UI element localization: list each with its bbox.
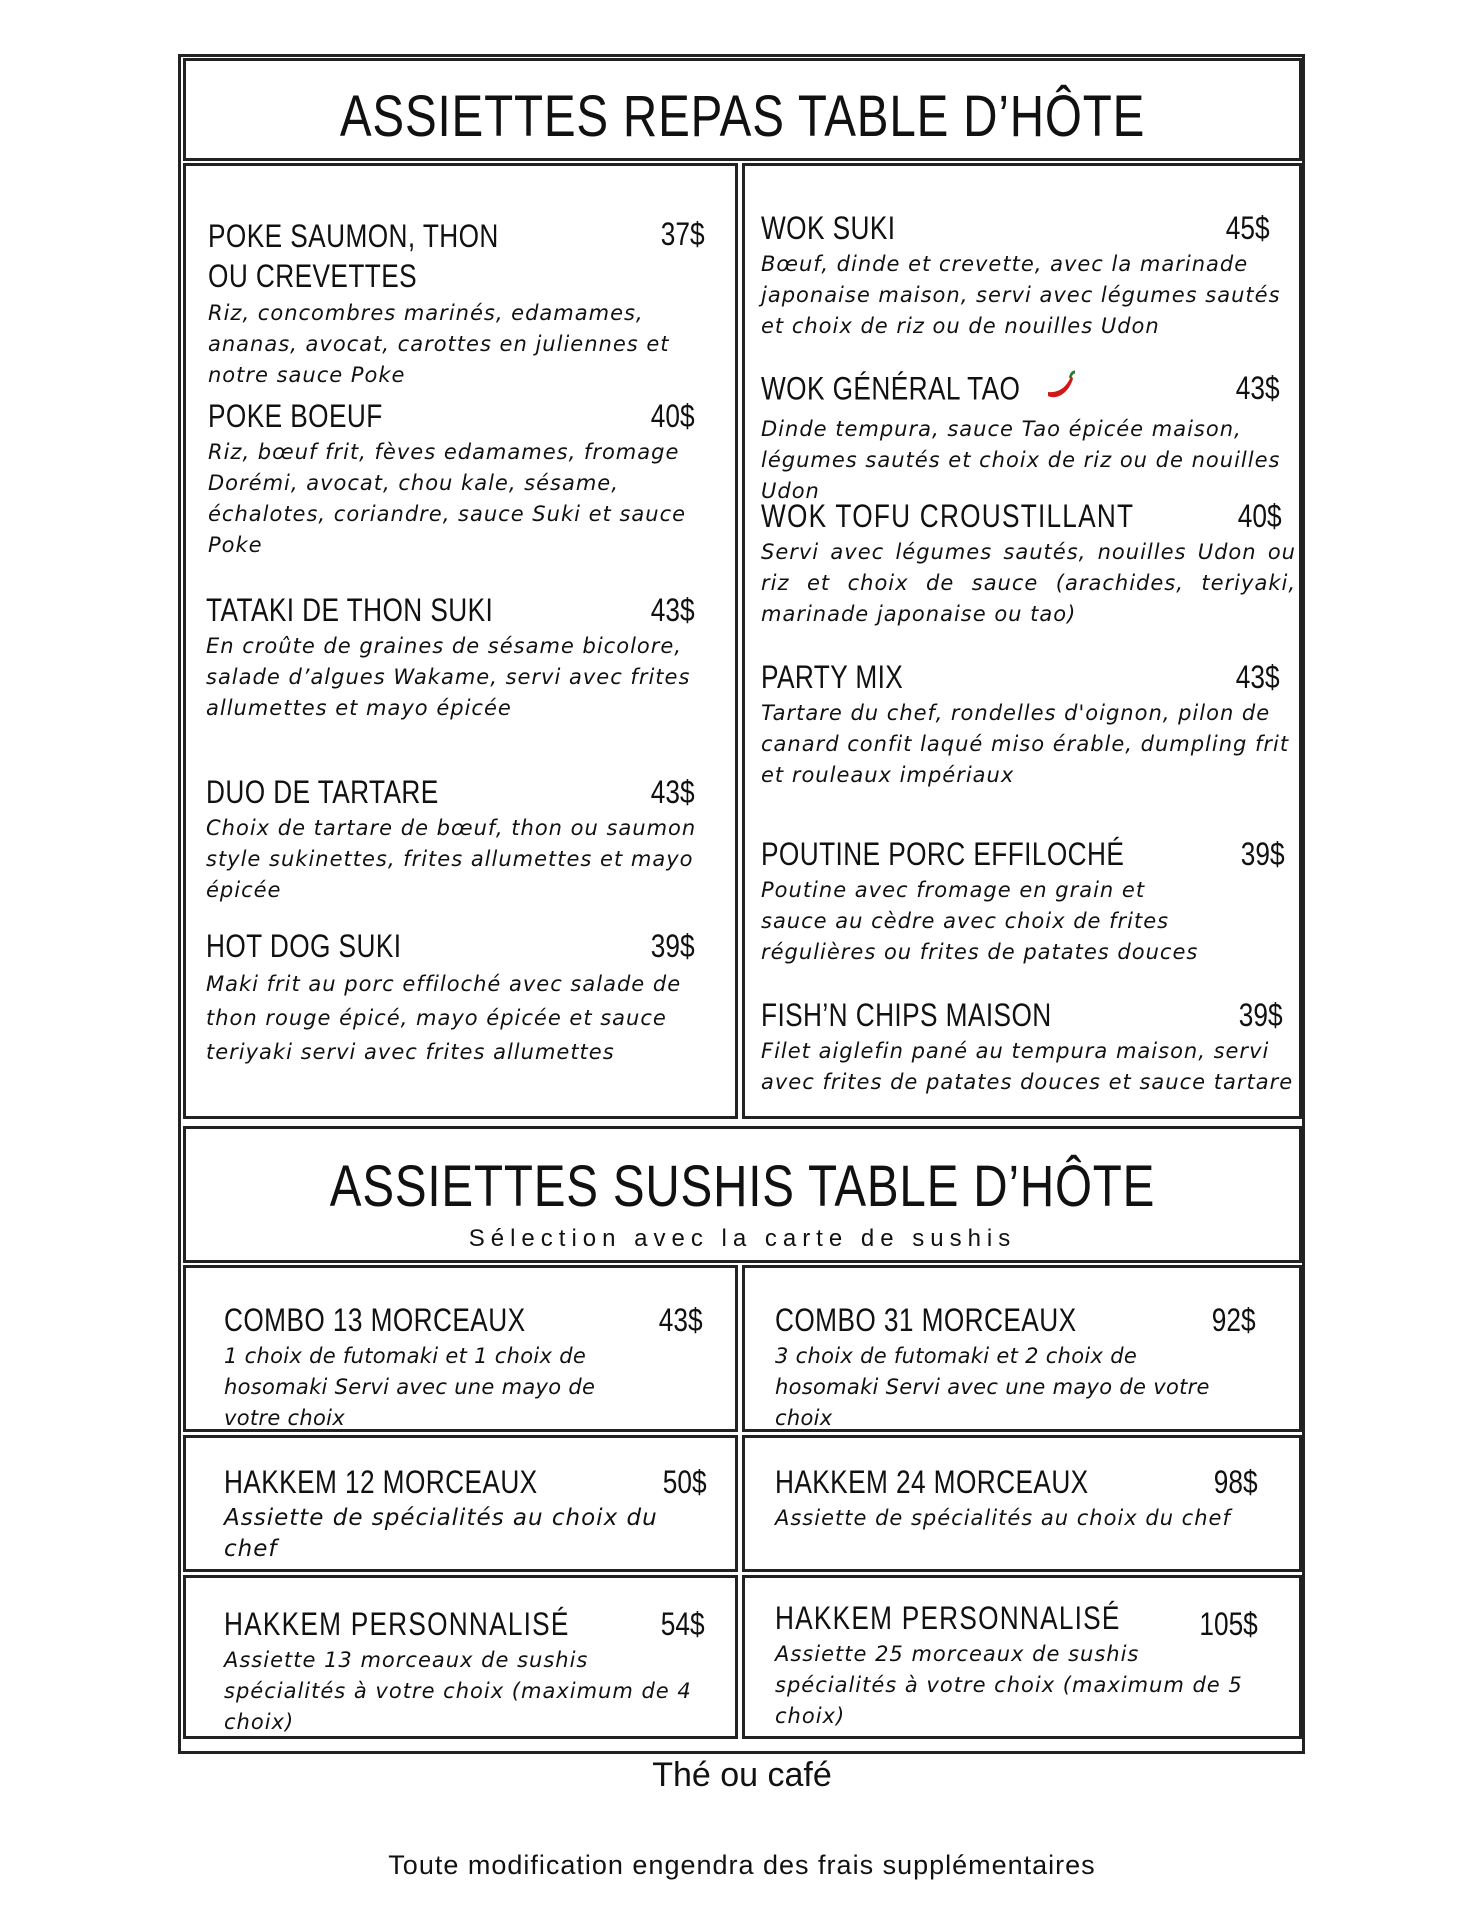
item-price: 37$	[660, 216, 705, 252]
item-price: 43$	[1235, 659, 1280, 695]
item-description: Filet aiglefin pané au tempura maison, servi avec frites de patates douces et sauce tartare	[761, 1039, 1294, 1094]
item-price: 43$	[658, 1302, 703, 1338]
menu-item	[224, 1302, 704, 1434]
menu-item	[761, 997, 1296, 1098]
item-name: WOK SUKI	[761, 210, 896, 246]
item-description: Bœuf, dinde et crevette, avec la marinade japonaise maison, servi avec légumes sautés et choix de riz ou de nouilles Udon	[761, 252, 1281, 338]
item-description: Riz, concombres marinés, edamames, ananas, avocat, carottes en juliennes et notre sauce Poke	[208, 301, 670, 387]
section1-title: ASSIETTES REPAS TABLE D’HÔTE	[339, 84, 1146, 149]
menu-item	[761, 659, 1291, 791]
item-name: PARTY MIX	[761, 659, 904, 695]
menu-item	[224, 1464, 707, 1565]
item-description: Assiette de spécialités au choix du chef	[224, 1505, 658, 1562]
item-description: 1 choix de futomaki et 1 choix de hosomaki Servi avec une mayo de votre choix	[224, 1344, 596, 1430]
menu-item	[761, 836, 1285, 968]
menu-item	[761, 498, 1296, 630]
menu-item	[775, 1600, 1258, 1732]
sushi-item-box	[183, 1435, 738, 1572]
menu-item	[206, 928, 711, 1069]
section1-left-column	[183, 163, 738, 1119]
section2-header	[183, 1126, 1302, 1263]
item-price: 54$	[660, 1606, 705, 1642]
item-description: En croûte de graines de sésame bicolore, salade d’algues Wakame, servi avec frites allumettes et mayo épicée	[206, 634, 691, 720]
item-description: Choix de tartare de bœuf, thon ou saumon style sukinettes, frites allumettes et mayo épicée	[206, 816, 697, 902]
sushi-item-box	[742, 1575, 1302, 1739]
item-price: 105$	[1199, 1606, 1258, 1642]
item-price: 43$	[650, 592, 695, 628]
menu-item	[208, 398, 718, 561]
item-price: 39$	[1240, 836, 1285, 872]
item-name: POKE SAUMON, THON OU CREVETTES	[208, 218, 499, 294]
item-name: HOT DOG SUKI	[206, 928, 402, 964]
item-price: 98$	[1213, 1464, 1258, 1500]
item-price: 45$	[1225, 210, 1270, 246]
item-name: COMBO 13 MORCEAUX	[224, 1302, 526, 1338]
sushi-item-box	[183, 1575, 738, 1739]
item-name	[761, 370, 1192, 412]
section2-subtitle: Sélection avec la carte de sushis	[468, 1225, 1017, 1252]
section1-right-column	[742, 163, 1302, 1119]
item-name-text: WOK GÉNÉRAL TAO	[761, 370, 1021, 407]
sushi-item-box	[742, 1435, 1302, 1572]
menu-item	[208, 216, 718, 391]
item-description: Tartare du chef, rondelles d'oignon, pilon de canard confit laqué miso érable, dumpling frit et rouleaux impériaux	[761, 701, 1290, 787]
menu-item	[206, 774, 718, 906]
modification-note: Toute modification engendra des frais supplémentaires	[388, 1850, 1096, 1880]
section2-title: ASSIETTES SUSHIS TABLE D’HÔTE	[329, 1154, 1156, 1219]
item-price: 40$	[650, 398, 695, 434]
item-description: Poutine avec fromage en grain et sauce au cèdre avec choix de frites régulières ou frites de patates douces	[761, 878, 1199, 964]
menu-item	[206, 592, 718, 724]
item-name: TATAKI DE THON SUKI	[206, 592, 494, 628]
menu-item	[761, 370, 1286, 507]
menu-item	[775, 1464, 1258, 1534]
item-price: 39$	[650, 928, 695, 964]
item-name: HAKKEM 24 MORCEAUX	[775, 1464, 1089, 1500]
section1-header	[183, 58, 1302, 161]
item-description: Riz, bœuf frit, fèves edamames, fromage Dorémi, avocat, chou kale, sésame, échalotes, coriandre, sauce Suki et sauce Poke	[208, 440, 687, 557]
item-description: 3 choix de futomaki et 2 choix de hosomaki Servi avec une mayo de votre choix	[775, 1344, 1210, 1430]
item-price: 43$	[650, 774, 695, 810]
item-name: HAKKEM PERSONNALISÉ	[775, 1600, 1121, 1636]
item-description: Maki frit au porc effiloché avec salade de thon rouge épicé, mayo épicée et sauce teriyaki servi avec frites allumettes	[206, 972, 682, 1064]
item-name: WOK TOFU CROUSTILLANT	[761, 498, 1135, 534]
item-description: Servi avec légumes sautés, nouilles Udon ou riz et choix de sauce (arachides, teriyaki, marinade japonaise ou tao)	[761, 540, 1296, 626]
item-name: POKE BOEUF	[208, 398, 383, 434]
chili-pepper-icon	[1044, 370, 1077, 412]
item-name: POUTINE PORC EFFILOCHÉ	[761, 836, 1125, 872]
item-price: 40$	[1237, 498, 1282, 534]
sushi-item-box	[183, 1265, 738, 1432]
item-description: Assiette 25 morceaux de sushis spécialités à votre choix (maximum de 5 choix)	[775, 1642, 1243, 1728]
menu-item	[775, 1302, 1255, 1434]
item-name: HAKKEM PERSONNALISÉ	[224, 1606, 570, 1642]
item-price: 50$	[662, 1464, 707, 1500]
item-description: Assiette de spécialités au choix du chef	[775, 1506, 1231, 1530]
item-description: Dinde tempura, sauce Tao épicée maison, légumes sautés et choix de riz ou de nouilles Udon	[761, 417, 1281, 503]
item-name: FISH’N CHIPS MAISON	[761, 997, 1052, 1033]
item-name: HAKKEM 12 MORCEAUX	[224, 1464, 538, 1500]
menu-item	[761, 210, 1286, 342]
item-price: 92$	[1211, 1302, 1256, 1338]
sushi-item-box	[742, 1265, 1302, 1432]
drink-note: Thé ou café	[652, 1756, 832, 1794]
item-price: 43$	[1235, 370, 1280, 406]
menu-item	[224, 1606, 704, 1738]
item-name: COMBO 31 MORCEAUX	[775, 1302, 1077, 1338]
item-name: DUO DE TARTARE	[206, 774, 439, 810]
item-price: 39$	[1238, 997, 1283, 1033]
item-description: Assiette 13 morceaux de sushis spécialités à votre choix (maximum de 4 choix)	[224, 1648, 692, 1734]
